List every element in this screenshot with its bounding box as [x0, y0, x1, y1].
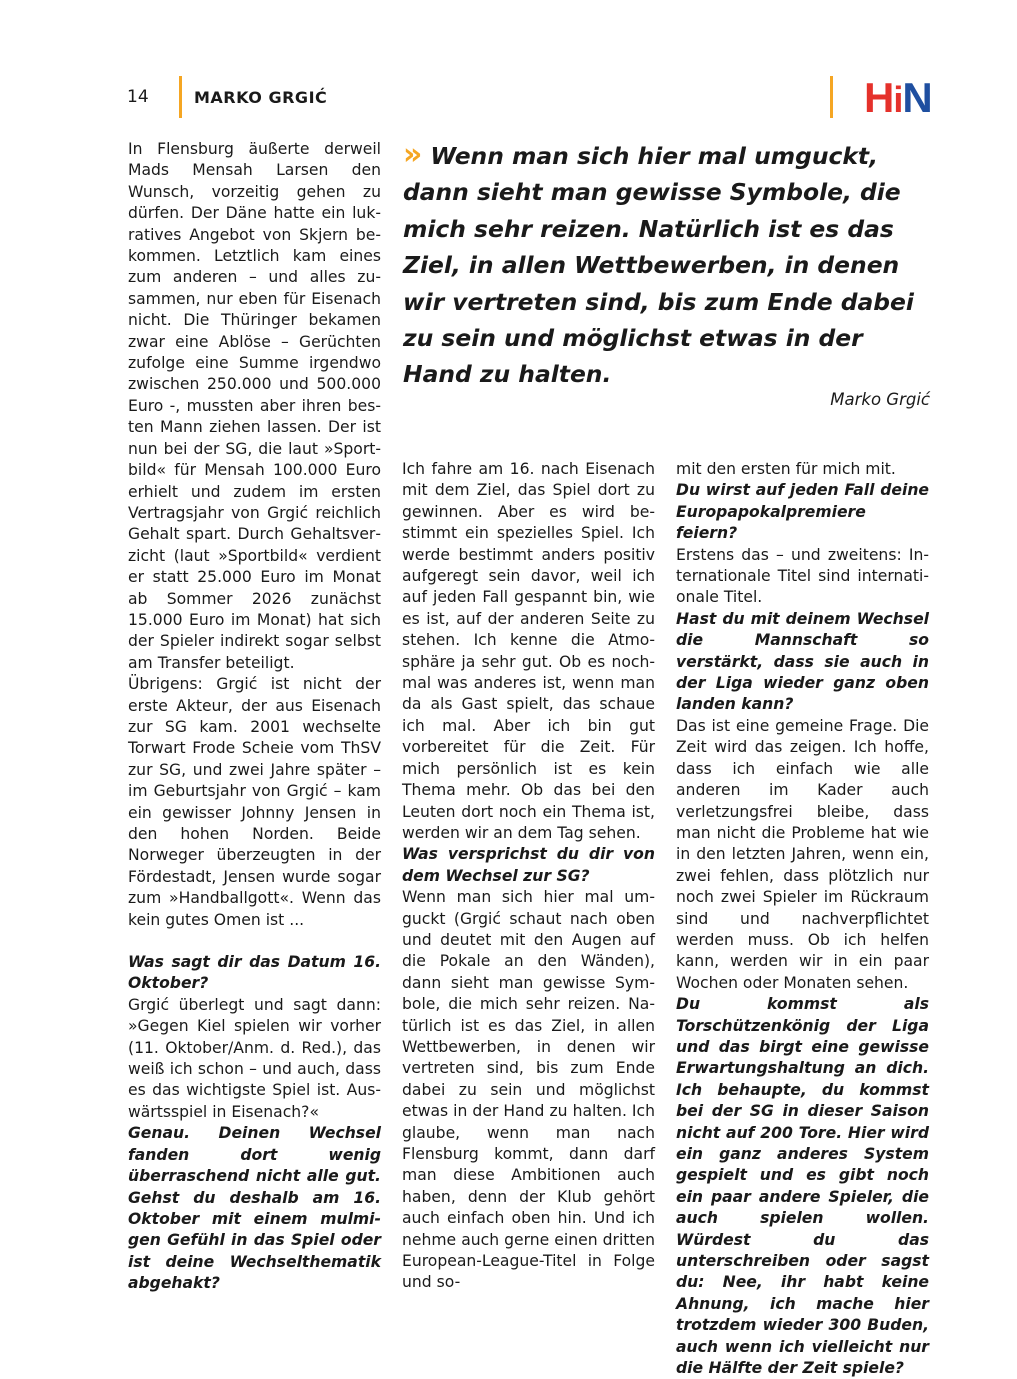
article-column-2 [402, 459, 655, 1294]
logo-letter-n: N [902, 74, 932, 121]
article-column-3 [676, 459, 929, 1379]
header-author: MARKO GRGIĆ [194, 88, 328, 107]
interview-question: Was sagt dir das Datum 16. Oktober? [128, 953, 381, 993]
pull-quote-author: Marko Grgić [830, 390, 930, 409]
hin-logo [864, 76, 932, 120]
article-paragraph: In Flensburg äußerte derweil Mads Mensah Larsen den Wunsch, vorzeitig gehen zu dürfen. Der Däne hatte ein lukratives Angebot von Skjern bekommen. Letztlich kam eines zum anderen – und alles zusammen, nur eben für Eisenach nicht. Die Thüringer bekamen zwar eine Ablöse – Gerüchten zufolge eine Summe irgendwo zwischen 250.000 und 500.000 Euro -, mussten aber ihren besten Mann ziehen lassen. Der ist nun bei der SG, die laut »Sportbild« für Mensah 100.000 Euro erhielt und zudem im ersten Vertragsjahr von Grgić reichlich Gehalt spart. Durch Gehaltsverzicht (laut »Sportbild« verdient er statt 25.000 Euro im Monat ab Sommer 2026 zunächst 15.000 Euro im Monat) hat sich der Spieler indirekt sogar selbst am Transfer beteiligt. [128, 140, 381, 672]
pull-quote-text: Wenn man sich hier mal umguckt, dann sieht man gewisse Symbole, die mich sehr reizen. Natürlich ist es das Ziel, in allen Wettbewerben, in denen wir vertreten sind, bis zum Ende dabei zu sein und möglichst etwas in der Hand zu halten. [403, 142, 914, 389]
logo-letter-h: H [864, 74, 894, 121]
logo-letter-i: i [893, 79, 903, 120]
article-paragraph: Das ist eine gemeine Frage. Die Zeit wird das zeigen. Ich hoffe, dass ich einfach wie alle anderen im Kader auch verletzungsfrei bleibe, dass man nicht die Probleme hat wie in den letzten Jahren, wenn ein, zwei fehlen, dass plötzlich nur noch zwei Spieler im Rückraum sind und nachverpflichtet werden muss. Ob ich helfen kann, werden wir in ein paar Wochen oder Monaten sehen. [676, 716, 929, 992]
quote-mark-icon: » [403, 137, 417, 172]
article-paragraph: Wenn man sich hier mal umguckt (Grgić schaut nach oben und deutet mit den Augen auf die Pokale an den Wänden), dann sieht man gewisse Symbole, die mich sehr reizen. Natürlich ist es das Ziel, in allen Wettbewerben, in denen wir vertreten sind, bis zum Ende dabei zu sein und möglichst etwas in der Hand zu halten. Ich glaube, wenn man nach Flensburg kommt, dann darf man diese Ambitionen auch haben, denn der Klub gehört auch einfach oben hin. Und ich nehme auch gerne einen dritten European-League-Titel in Folge und so- [402, 888, 655, 1292]
header-divider-right [830, 76, 833, 118]
article-paragraph: mit den ersten für mich mit. [676, 460, 896, 478]
article-paragraph: Grgić überlegt und sagt dann: »Gegen Kiel spielen wir vorher (11. Oktober/Anm. d. Red.), das weiß ich schon – und auch, dass es das wichtigste Spiel ist. Auswärtsspiel in Eisenach?« [128, 995, 381, 1121]
article-paragraph: Übrigens: Grgić ist nicht der erste Akteur, der aus Eisenach zur SG kam. 2001 wechselte Torwart Frode Scheie vom ThSV zur SG, und zwei Jahre später – im Geburtsjahr von Grgić – kam ein gewisser Johnny Jensen in den hohen Norden. Beide Norweger überzeugten in der Fördestadt, Jensen wurde sogar zum »Handballgott«. Wenn das kein gutes Omen ist ... [128, 675, 381, 929]
page-number: 14 [127, 87, 149, 107]
page-header [127, 76, 933, 120]
article-paragraph: Erstens das – und zweitens: Internationale Titel sind internationale Titel. [676, 545, 929, 607]
interview-question: Du kommst als Torschützenkönig der Liga und das birgt eine gewisse Erwartungshaltung an dich. Ich behaupte, du kommst bei der SG in dieser Saison nicht auf 200 Tore. Hier wird ein ganz anderes System gespielt und es gibt noch ein paar andere Spieler, die auch spielen wollen. Würdest du das unterschreiben oder sagst du: Nee, ihr habt keine Ahnung, ich mache hier trotzdem wieder 300 Buden, auch wenn ich vielleicht nur die Hälfte der Zeit spiele? [676, 995, 929, 1378]
article-column-1 [128, 139, 381, 1295]
interview-question: Genau. Deinen Wechsel fanden dort wenig überraschend nicht alle gut. Gehst du deshalb am 16. Oktober mit einem mulmigen Gefühl in das Spiel oder ist deine Wechselthematik abgehakt? [128, 1124, 381, 1293]
interview-question: Du wirst auf jeden Fall deine Europapokalpremiere feiern? [676, 481, 929, 543]
pull-quote [403, 137, 930, 393]
header-divider-left [179, 76, 182, 118]
interview-question: Was versprichst du dir von dem Wechsel zur SG? [402, 845, 655, 885]
article-paragraph: Ich fahre am 16. nach Eisenach mit dem Ziel, das Spiel dort zu gewinnen. Aber es wird bestimmt ein spezielles Spiel. Ich werde bestimmt anders positiv aufgeregt sein davor, weil ich auf jeden Fall gespannt bin, wie es ist, auf der anderen Seite zu stehen. Ich kenne die Atmosphäre ja sehr gut. Ob es nochmal was anderes ist, wenn man da als Gast spielt, das schaue ich mal. Aber ich bin gut vorbereitet für die Zeit. Für mich persönlich ist es kein Thema mehr. Ob das bei den Leuten dort noch ein Thema ist, werden wir an dem Tag sehen. [402, 460, 655, 842]
interview-question: Hast du mit deinem Wechsel die Mannschaft so verstärkt, dass sie auch in der Liga wieder ganz oben landen kann? [676, 609, 929, 714]
